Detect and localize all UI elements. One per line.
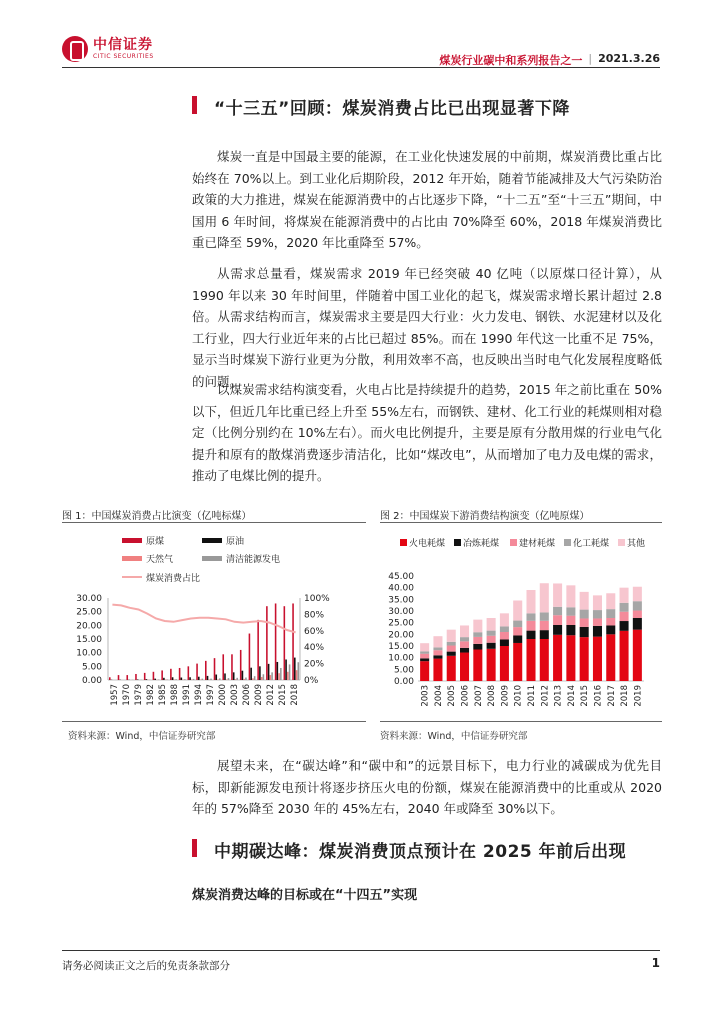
y2-tick-label: 40%: [304, 643, 325, 654]
bar-冶炼耗煤-2011: [526, 631, 535, 639]
bar-其他-2017: [606, 593, 615, 609]
bar-化工耗煤-2006: [460, 637, 469, 641]
x-tick-label: 2012: [540, 685, 551, 707]
bar-原煤-1963: [126, 675, 128, 680]
bar-建材耗煤-2015: [580, 618, 589, 626]
bar-原油-1969: [146, 679, 148, 680]
x-tick-label: 2015: [580, 685, 591, 707]
bar-建材耗煤-2018: [620, 612, 629, 621]
bar-火电耗煤-2013: [553, 635, 562, 681]
bar-清洁能源发电-1975: [167, 679, 169, 680]
x-tick-label: 2012: [266, 684, 276, 706]
bar-天然气-1993: [217, 679, 219, 680]
bar-天然气-2008: [261, 677, 263, 680]
bar-冶炼耗煤-2013: [553, 625, 562, 635]
bar-原煤-1960: [118, 675, 120, 680]
bar-其他-2007: [473, 620, 482, 633]
bar-建材耗煤-2019: [633, 611, 642, 618]
x-tick-label: 2015: [278, 684, 288, 706]
bar-化工耗煤-2018: [620, 603, 629, 612]
bar-化工耗煤-2010: [513, 621, 522, 628]
y-tick-label: 0.00: [81, 676, 102, 686]
bar-清洁能源发电-1972: [158, 679, 160, 680]
y-tick-label: 5.00: [81, 662, 102, 673]
y-tick-label: 5.00: [393, 665, 414, 676]
x-tick-label: 2011: [527, 685, 537, 707]
legend-label-0: 原煤: [146, 537, 165, 547]
bar-原煤-1993: [214, 658, 216, 680]
bar-原油-1981: [181, 678, 183, 680]
bar-清洁能源发电-2017: [289, 664, 291, 680]
bar-原煤-1957: [109, 677, 111, 680]
bar-清洁能源发电-1984: [193, 679, 195, 680]
x-tick-label: 1979: [134, 684, 144, 706]
y-tick-label: 45.00: [388, 572, 414, 582]
y-tick-label: 0.00: [393, 677, 414, 687]
bar-化工耗煤-2016: [593, 610, 602, 618]
bar-原煤-2017: [284, 606, 286, 680]
y-tick-label: 10.00: [76, 648, 102, 659]
bar-建材耗煤-2005: [447, 646, 456, 652]
bar-火电耗煤-2011: [526, 639, 535, 681]
report-date: 2021.3.26: [598, 52, 660, 65]
bar-原煤-1978: [170, 669, 172, 680]
bar-火电耗煤-2006: [460, 653, 469, 681]
bar-建材耗煤-2013: [553, 615, 562, 625]
bar-冶炼耗煤-2010: [513, 636, 522, 643]
bar-原油-1978: [172, 677, 174, 680]
figure1-title: 图 1：中国煤炭消费占比演变（亿吨标煤）: [62, 511, 252, 522]
bar-冶炼耗煤-2003: [420, 658, 429, 661]
bar-建材耗煤-2016: [593, 618, 602, 625]
legend-label-0: 火电耗煤: [409, 539, 446, 549]
bar-其他-2016: [593, 595, 602, 610]
legend-label-1: 冶炼耗煤: [463, 539, 500, 549]
bar-冶炼耗煤-2017: [606, 625, 615, 634]
bar-原煤-2008: [257, 620, 259, 680]
bar-冶炼耗煤-2005: [447, 652, 456, 656]
bar-清洁能源发电-1990: [210, 679, 212, 680]
bar-清洁能源发电-2014: [280, 668, 282, 680]
bar-清洁能源发电-1981: [184, 679, 186, 680]
y-tick-label: 25.00: [388, 618, 414, 629]
bar-天然气-2019: [296, 670, 298, 680]
bar-原煤-1987: [196, 664, 198, 680]
bar-建材耗煤-2008: [487, 636, 496, 643]
y-tick-label: 15.00: [76, 635, 102, 645]
bar-原油-2014: [277, 662, 279, 680]
bar-火电耗煤-2008: [487, 649, 496, 681]
bar-化工耗煤-2015: [580, 610, 589, 619]
y-tick-label: 40.00: [388, 583, 414, 594]
x-tick-label: 2017: [606, 685, 617, 707]
figure1-chart: [62, 526, 366, 718]
bar-冶炼耗煤-2018: [620, 621, 629, 631]
bar-天然气-1981: [182, 679, 184, 680]
header-separator: |: [588, 52, 593, 65]
x-tick-label: 2008: [487, 685, 498, 707]
bar-原油-1999: [233, 672, 235, 680]
x-tick-label: 2003: [230, 684, 240, 706]
bar-化工耗煤-2013: [553, 607, 562, 615]
paragraph-outlook: 展望未来，在“碳达峰”和“碳中和”的远景目标下，电力行业的减碳成为优先目标，即新能源发电预计将逐步挤压火电的份额，煤炭在能源消费中的比重或从 2020 年的 57%降至 2030 年的 45%左右，2040 年或降至 30%以下。: [192, 758, 662, 816]
report-series-title: 煤炭行业碳中和系列报告之一: [439, 54, 583, 67]
bar-冶炼耗煤-2006: [460, 648, 469, 653]
x-tick-label: 1985: [158, 684, 168, 706]
bar-原油-1972: [154, 679, 156, 680]
x-tick-label: 2010: [513, 685, 524, 707]
figure2-top-rule: [380, 522, 662, 523]
bar-天然气-2014: [278, 673, 280, 680]
bar-原煤-1975: [161, 670, 163, 680]
bar-化工耗煤-2005: [447, 642, 456, 646]
report-header: [439, 52, 660, 68]
bar-原煤-1984: [188, 666, 190, 680]
bar-化工耗煤-2019: [633, 601, 642, 610]
bar-化工耗煤-2007: [473, 632, 482, 637]
bar-原煤-2014: [275, 603, 277, 680]
bar-火电耗煤-2010: [513, 643, 522, 681]
paragraph-3: 以煤炭需求结构演变看，火电占比是持续提升的趋势，2015 年之前比重在 50%以下，但近几年比重已经上升至 55%左右，而钢铁、建材、化工行业的耗煤则相对稳定（比例分别约在 10%左右）。而火电比例提升，主要是原有分散用煤的行业电气化提升和原有的散煤消费逐步清洁化，比如“煤改电”，从而增加了电力及电煤的需求，推动了电煤比例的提升。: [192, 382, 662, 483]
legend-swatch-0: [122, 538, 142, 543]
bar-建材耗煤-2011: [526, 621, 535, 631]
bar-原油-2017: [285, 660, 287, 681]
bar-建材耗煤-2007: [473, 637, 482, 644]
bar-原油-1987: [198, 677, 200, 680]
bar-火电耗煤-2019: [633, 630, 642, 681]
bar-其他-2015: [580, 592, 589, 610]
bar-天然气-1999: [235, 679, 237, 680]
bar-火电耗煤-2018: [620, 631, 629, 681]
y2-tick-label: 80%: [304, 610, 325, 621]
legend-label-4: 煤炭消费占比: [146, 574, 201, 584]
bar-其他-2003: [420, 643, 429, 651]
legend-label-3: 化工耗煤: [573, 539, 610, 549]
company-logo: [62, 36, 154, 62]
bar-火电耗煤-2015: [580, 637, 589, 681]
bar-火电耗煤-2014: [566, 635, 575, 681]
page-number: 1: [651, 956, 660, 970]
bar-建材耗煤-2004: [433, 650, 442, 655]
bar-建材耗煤-2012: [540, 621, 549, 630]
x-tick-label: 2018: [290, 684, 300, 706]
y-tick-label: 35.00: [388, 595, 414, 606]
x-tick-label: 2007: [473, 685, 484, 707]
bar-化工耗煤-2009: [500, 626, 509, 632]
bar-冶炼耗煤-2016: [593, 626, 602, 637]
legend-swatch-4: [618, 539, 625, 546]
section2-title-text: 中期碳达峰：煤炭消费顶点预计在 2025 年前后出现: [214, 842, 627, 862]
bar-天然气-1984: [191, 679, 193, 680]
y2-tick-label: 100%: [304, 594, 330, 604]
bar-天然气-1978: [174, 679, 176, 680]
bar-化工耗煤-2008: [487, 631, 496, 636]
bar-天然气-1996: [226, 679, 228, 680]
y-tick-label: 20.00: [388, 630, 414, 641]
bar-其他-2005: [447, 630, 456, 642]
figure1-bottom-rule: [62, 721, 366, 722]
paragraph-1: 煤炭一直是中国最主要的能源，在工业化快速发展的中前期，煤炭消费比重占比始终在 70%以上。到工业化后期阶段，2012 年开始，随着节能减排及大气污染防治政策的大力推进，煤炭在能源消费中的占比逐步下降，“十二五”至“十三五”期间，中国用 6 年时间，将煤炭在能源消费中的占比由 70%降至 60%，2018 年煤炭消费比重已降至 59%，2020 年比重降至 57%。: [192, 149, 662, 250]
y-tick-label: 15.00: [388, 642, 414, 652]
x-tick-label: 2013: [553, 685, 564, 707]
y2-tick-label: 0%: [304, 676, 319, 686]
citic-logo-icon: [62, 36, 88, 62]
bar-原油-1984: [189, 677, 191, 680]
bar-其他-2009: [500, 613, 509, 626]
y2-tick-label: 20%: [304, 659, 325, 670]
bar-原煤-1969: [144, 673, 146, 680]
bar-天然气-1987: [200, 679, 202, 680]
bar-其他-2010: [513, 601, 522, 621]
x-tick-label: 1982: [146, 684, 156, 706]
x-tick-label: 2000: [218, 684, 228, 706]
x-tick-label: 2016: [593, 685, 604, 707]
bar-冶炼耗煤-2019: [633, 618, 642, 630]
bar-原煤-1999: [231, 654, 233, 680]
figure1-top-rule: [62, 522, 366, 523]
bar-冶炼耗煤-2012: [540, 630, 549, 639]
bar-清洁能源发电-2002: [245, 678, 247, 680]
x-tick-label: 2009: [254, 684, 264, 706]
bar-清洁能源发电-1993: [219, 678, 221, 680]
x-tick-label: 1970: [122, 684, 132, 706]
bar-其他-2006: [460, 625, 469, 637]
section2-marker-icon: [192, 839, 197, 857]
legend-swatch-3: [564, 539, 571, 546]
bar-原油-1975: [163, 678, 165, 680]
legend-label-1: 原油: [226, 537, 245, 547]
bar-原煤-1981: [179, 668, 181, 680]
bar-火电耗煤-2004: [433, 659, 442, 681]
bar-清洁能源发电-2019: [298, 662, 300, 680]
figure2-title: 图 2：中国煤炭下游消费结构演变（亿吨原煤）: [380, 511, 590, 522]
bar-原油-1993: [215, 675, 217, 680]
y-tick-label: 20.00: [76, 621, 102, 632]
section-marker-icon: [192, 96, 197, 114]
bar-化工耗煤-2012: [540, 612, 549, 620]
bar-其他-2004: [433, 636, 442, 647]
bar-原煤-2005: [249, 634, 251, 680]
bar-火电耗煤-2009: [500, 646, 509, 681]
x-tick-label: 1994: [194, 684, 204, 706]
x-tick-label: 1957: [110, 684, 120, 706]
legend-swatch-2: [122, 556, 142, 561]
footer-disclaimer: 请务必阅读正文之后的免责条款部分: [62, 960, 230, 972]
bar-火电耗煤-2017: [606, 634, 615, 681]
bar-原煤-2011: [266, 606, 268, 680]
bar-火电耗煤-2007: [473, 650, 482, 682]
bar-原油-2019: [294, 658, 296, 680]
figure2-chart: [380, 526, 662, 718]
bar-原煤-2002: [240, 650, 242, 680]
bar-天然气-2011: [270, 675, 272, 680]
bar-其他-2019: [633, 587, 642, 601]
legend-swatch-2: [510, 539, 517, 546]
legend-swatch-1: [454, 539, 461, 546]
bar-建材耗煤-2006: [460, 641, 469, 648]
bar-清洁能源发电-1996: [228, 678, 230, 680]
bar-其他-2011: [526, 590, 535, 613]
bar-原煤-2019: [292, 603, 294, 680]
bar-原煤-1966: [135, 674, 137, 680]
bar-化工耗煤-2014: [566, 607, 575, 615]
bar-天然气-2017: [287, 672, 289, 680]
bar-清洁能源发电-2005: [254, 676, 256, 680]
x-tick-label: 1988: [170, 684, 180, 706]
y-tick-label: 25.00: [76, 607, 102, 618]
figure2-bottom-rule: [380, 721, 662, 722]
bar-其他-2008: [487, 618, 496, 631]
x-tick-label: 2005: [447, 685, 458, 707]
bar-原油-2005: [250, 668, 252, 680]
bar-火电耗煤-2016: [593, 637, 602, 681]
bar-其他-2014: [566, 585, 575, 607]
y2-tick-label: 60%: [304, 626, 325, 637]
bar-清洁能源发电-2008: [263, 674, 265, 680]
figure2-source: 资料来源：Wind，中信证券研究部: [380, 731, 528, 742]
bar-其他-2018: [620, 588, 629, 603]
x-tick-label: 2003: [420, 685, 431, 707]
bar-建材耗煤-2017: [606, 618, 615, 625]
bar-火电耗煤-2003: [420, 661, 429, 681]
legend-swatch-3: [202, 556, 222, 561]
bar-化工耗煤-2004: [433, 647, 442, 650]
section2-title: [214, 837, 626, 862]
x-tick-label: 2006: [460, 685, 471, 707]
bar-原煤-1996: [222, 654, 224, 680]
section2-subheading: 煤炭消费达峰的目标或在“十四五”实现: [192, 888, 418, 903]
bar-冶炼耗煤-2009: [500, 639, 509, 646]
figure1-source: 资料来源：Wind，中信证券研究部: [68, 731, 216, 742]
bar-天然气-2005: [252, 678, 254, 680]
legend-swatch-0: [400, 539, 407, 546]
legend-swatch-1: [202, 538, 222, 543]
bar-建材耗煤-2010: [513, 627, 522, 635]
bar-建材耗煤-2003: [420, 654, 429, 659]
logo-en-text: CITIC SECURITIES: [93, 53, 154, 60]
bar-清洁能源发电-1978: [175, 679, 177, 680]
bar-原煤-1972: [153, 672, 155, 680]
coal-share-line: [112, 605, 295, 633]
bar-化工耗煤-2011: [526, 613, 535, 620]
bar-其他-2013: [553, 583, 562, 606]
bar-天然气-2002: [243, 679, 245, 680]
bar-冶炼耗煤-2008: [487, 643, 496, 649]
bar-化工耗煤-2017: [606, 609, 615, 618]
bar-清洁能源发电-1999: [236, 678, 238, 680]
bar-清洁能源发电-2011: [271, 672, 273, 680]
section1-title-text: “十三五”回顾：煤炭消费占比已出现显著下降: [214, 99, 570, 119]
bar-天然气-1990: [208, 679, 210, 680]
bar-天然气-1975: [165, 679, 167, 680]
bar-化工耗煤-2003: [420, 651, 429, 653]
x-tick-label: 2018: [620, 685, 631, 707]
bar-建材耗煤-2014: [566, 616, 575, 625]
bar-火电耗煤-2005: [447, 656, 456, 681]
footer-divider: [62, 950, 660, 951]
bar-原油-1990: [207, 676, 209, 680]
bar-建材耗煤-2009: [500, 632, 509, 639]
logo-cn-text: 中信证券: [93, 37, 153, 53]
bar-其他-2012: [540, 583, 549, 612]
legend-label-2: 建材耗煤: [519, 539, 556, 549]
bar-原油-1996: [224, 673, 226, 680]
bar-冶炼耗煤-2014: [566, 625, 575, 635]
x-tick-label: 1991: [182, 684, 192, 706]
bar-原油-2011: [268, 664, 270, 680]
bar-清洁能源发电-1987: [202, 679, 204, 680]
legend-label-4: 其他: [627, 539, 646, 549]
x-tick-label: 2006: [242, 684, 252, 706]
y-tick-label: 30.00: [388, 607, 414, 617]
bar-火电耗煤-2012: [540, 639, 549, 681]
header-divider: [62, 67, 660, 68]
bar-冶炼耗煤-2007: [473, 644, 482, 650]
bar-原油-2008: [259, 666, 261, 680]
x-tick-label: 2009: [500, 685, 511, 707]
bar-原油-1966: [137, 679, 139, 680]
x-tick-label: 2004: [433, 685, 444, 707]
legend-label-2: 天然气: [146, 555, 174, 565]
x-tick-label: 2014: [566, 685, 577, 707]
legend-label-3: 清洁能源发电: [226, 555, 281, 565]
x-tick-label: 1997: [206, 684, 216, 706]
bar-冶炼耗煤-2004: [433, 655, 442, 658]
y-tick-label: 30.00: [76, 594, 102, 604]
paragraph-2: 从需求总量看，煤炭需求 2019 年已经突破 40 亿吨（以原煤口径计算），从 1990 年以来 30 年时间里，伴随着中国工业化的起飞，煤炭需求增长累计超过 2.8 倍。从需求结构而言，煤炭需求主要是四大行业：火力发电、钢铁、水泥建材以及化工行业，四大行业近年来的占比已超过 85%。而在 1990 年代这一比重不足 75%，显示当时煤炭下游行业更为分散，利用效率不高，也反映出当时电气化发展程度略低的问题。: [192, 266, 662, 389]
bar-冶炼耗煤-2015: [580, 627, 589, 637]
x-tick-label: 2019: [633, 685, 644, 707]
y-tick-label: 10.00: [388, 653, 414, 664]
bar-原油-2002: [242, 671, 244, 680]
section1-title: [214, 94, 570, 119]
bar-原煤-1990: [205, 661, 207, 680]
